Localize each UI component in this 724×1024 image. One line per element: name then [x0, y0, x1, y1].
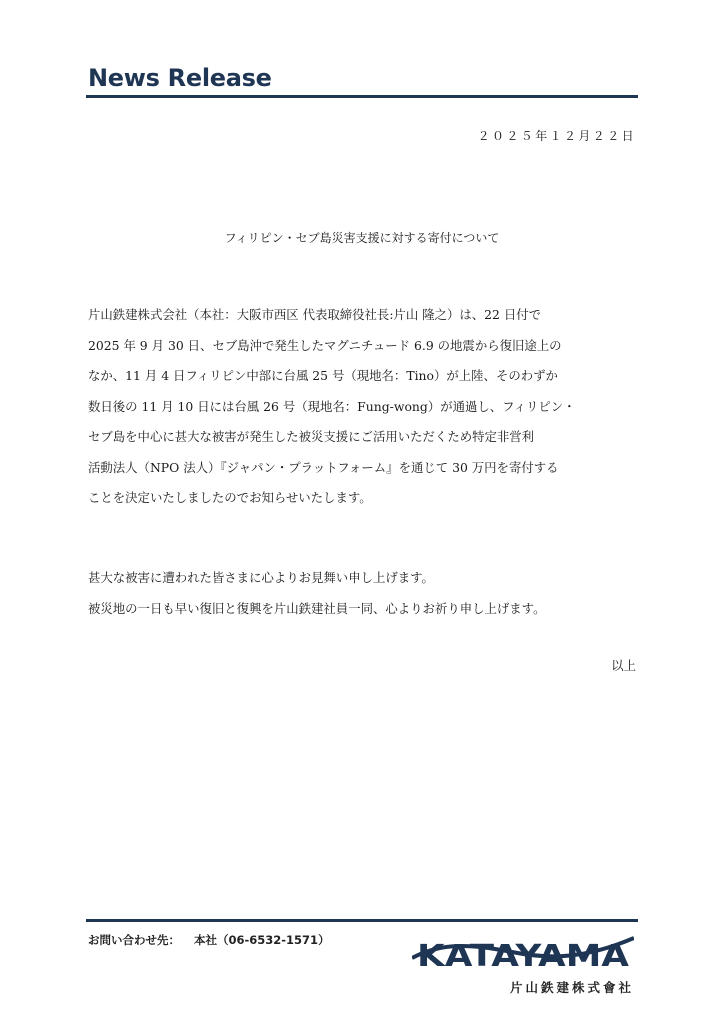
closing-mark: 以上	[611, 658, 636, 673]
body-line: セブ島を中心に甚大な被害が発生した被災支援にご活用いただくため特定非営利	[88, 429, 535, 444]
sympathy-line: 被災地の一日も早い復旧と復興を片山鉄建社員一同、心よりお祈り申し上げます。	[88, 600, 546, 616]
news-release-title: News Release	[88, 64, 272, 92]
body-line: 2025 年 9 月 30 日、セブ島沖で発生したマグニチュード 6.9 の地震から復旧途上の	[88, 337, 562, 353]
body-line: 数日後の 11 月 10 日には台風 26 号（現地名：Fung-wong）が通過し、フィリピン・	[88, 398, 576, 414]
body-line: なか、11 月 4 日フィリピン中部に台風 25 号（現地名：Tino）が上陸、そのわずか	[88, 368, 558, 383]
logo-company-name: 片山鉄建株式會社	[509, 980, 634, 995]
contact-label: お問い合わせ先：	[88, 933, 180, 947]
release-date: ２０２５年１２月２２日	[477, 129, 636, 143]
body-paragraph	[88, 300, 648, 514]
footer-divider	[86, 919, 638, 922]
logo-wordmark: KATAYAMA	[417, 939, 630, 974]
company-logo	[412, 928, 634, 998]
body-line: 活動法人（NPO 法人）『ジャパン・プラットフォーム』を通じて 30 万円を寄付する	[88, 459, 559, 475]
contact-phone: 本社（06-6532-1571）	[194, 933, 330, 947]
body-line: 片山鉄建株式会社（本社：大阪市西区 代表取締役社長:片山 隆之）は、22 日付で	[88, 307, 542, 322]
sympathy-paragraph	[88, 563, 648, 624]
document-title: フィリピン・セブ島災害支援に対する寄付について	[224, 231, 500, 245]
contact-info	[88, 932, 330, 948]
sympathy-line: 甚大な被害に遭われた皆さまに心よりお見舞い申し上げます。	[88, 570, 434, 585]
body-line: ことを決定いたしましたのでお知らせいたします。	[88, 490, 372, 505]
header-divider	[86, 95, 638, 98]
